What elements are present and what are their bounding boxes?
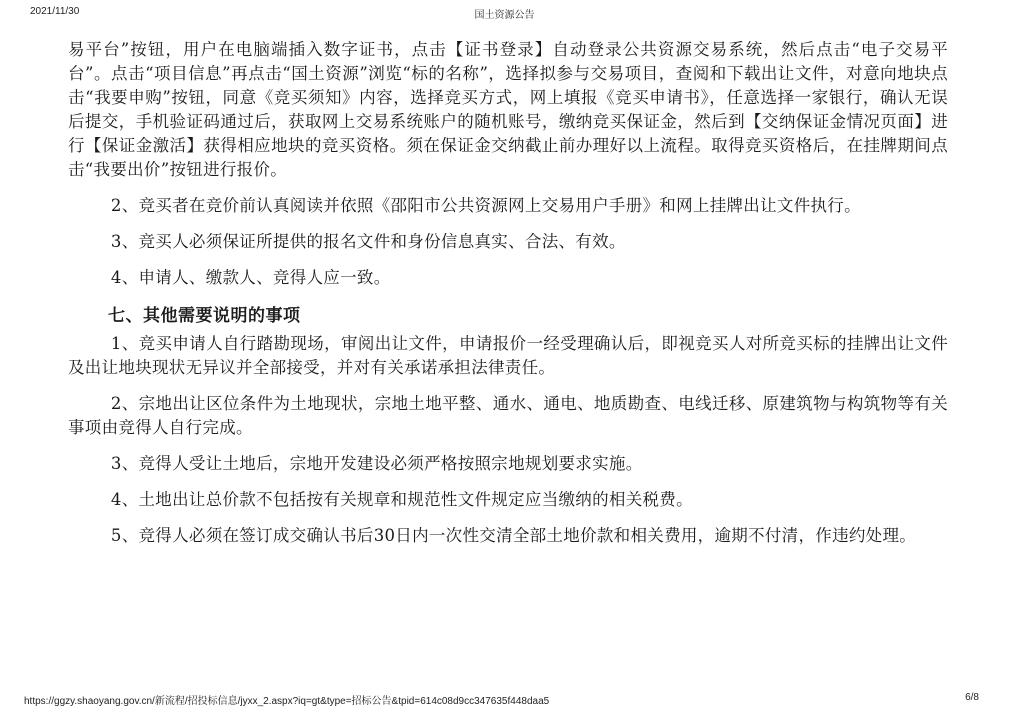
section-item-4: 4、土地出让总价款不包括按有关规章和规范性文件规定应当缴纳的相关税费。 [110, 490, 693, 509]
page-number: 6/8 [965, 692, 979, 703]
section-item-1: 1、竞买申请人自行踏勘现场，审阅出让文件，申请报价一经受理确认后，即视竞买人对所竞买标的挂牌出让文件及出让地块现状无异议并全部接受，并对有关承诺承担法律责任。 [68, 334, 948, 377]
section-item-2: 2、宗地出让区位条件为土地现状，宗地土地平整、通水、通电、地质勘查、电线迁移、原建筑物与构筑物等有关事项由竞得人自行完成。 [68, 394, 948, 437]
scanned-page-content [68, 38, 948, 548]
continuation-paragraph: 易平台”按钮，用户在电脑端插入数字证书，点击【证书登录】自动登录公共资源交易系统，然后点击“电子交易平台”。点击“项目信息”再点击“国土资源”浏览“标的名称”，选择拟参与交易项目，查阅和下载出让文件，对意向地块点击“我要申购”按钮，同意《竞买须知》内容，选择竞买方式，网上填报《竞买申请书》，任意选择一家银行，确认无误后提交，手机验证码通过后，获取网上交易系统账户的随机账号，缴纳竞买保证金，然后到【交纳保证金情况页面】进行【保证金激活】获得相应地块的竞买资格。须在保证金交纳截止前办理好以上流程。取得竞买资格后，在挂牌期间点击“我要出价”按钮进行报价。 [68, 40, 948, 179]
print-date: 2021/11/30 [30, 6, 80, 17]
print-title: 国土资源公告 [474, 10, 535, 21]
print-footer [0, 692, 1009, 708]
item-3-paragraph: 3、竞买人必须保证所提供的报名文件和身份信息真实、合法、有效。 [110, 232, 626, 251]
item-2-paragraph: 2、竞买者在竞价前认真阅读并依照《邵阳市公共资源网上交易用户手册》和网上挂牌出让文件执行。 [110, 196, 861, 215]
section-item-3: 3、竞得人受让土地后，宗地开发建设必须严格按照宗地规划要求实施。 [110, 454, 643, 473]
print-header [0, 4, 1009, 22]
section-heading: 七、其他需要说明的事项 [108, 306, 301, 326]
print-url: https://ggzy.shaoyang.gov.cn/新流程/招投标信息/jyxx_2.aspx?iq=gt&type=招标公告&tpid=614c08d9cc347635f448daa5 [24, 696, 550, 707]
item-4-paragraph: 4、申请人、缴款人、竞得人应一致。 [110, 268, 391, 287]
section-item-5: 5、竞得人必须在签订成交确认书后30日内一次性交清全部土地价款和相关费用，逾期不付清，作违约处理。 [110, 526, 917, 545]
